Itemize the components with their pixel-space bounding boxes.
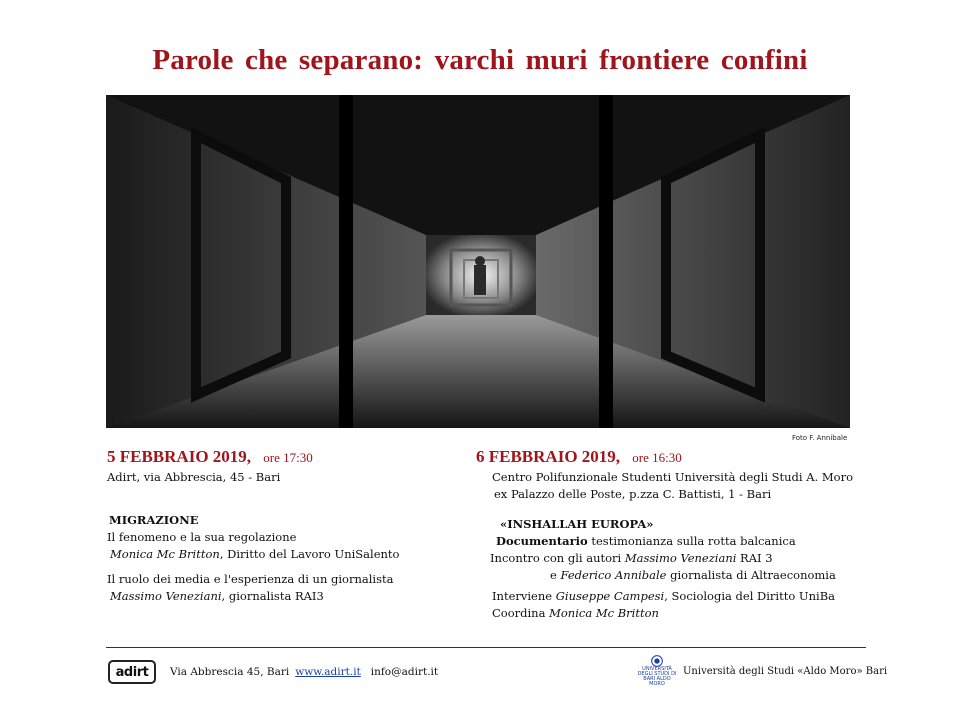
website-link[interactable]: www.adirt.it [295, 666, 361, 678]
photo-credit: Foto F. Annibale [792, 434, 848, 442]
event-2-time: ore 16:30 [632, 450, 682, 465]
event-1-time: ore 17:30 [263, 450, 313, 465]
authors-line-2: e Federico Annibale giornalista di Altraeconomia [550, 568, 836, 582]
topic-2-title: Il ruolo dei media e l'esperienza di un giornalista [107, 572, 394, 586]
footer-address: Via Abbrescia 45, Bari [170, 666, 290, 678]
authors-line: Incontro con gli autori Massimo Veneziani RAI 3 [490, 551, 773, 565]
event-1 [107, 446, 477, 605]
university-name: Università degli Studi «Aldo Moro» Bari [683, 665, 888, 677]
footer-email: info@adirt.it [370, 666, 439, 678]
event-2-date-line: 6 FEBBRAIO 2019, ore 16:30 [476, 447, 682, 466]
event-2-venue-line2: ex Palazzo delle Poste, p.zza C. Battisti, 1 - Bari [494, 487, 772, 501]
event-1-date: 5 FEBBRAIO 2019 [107, 447, 247, 466]
event-1-date-line: 5 FEBBRAIO 2019, ore 17:30 [107, 447, 313, 466]
footer-university [637, 655, 887, 687]
event-2-venue-line1: Centro Polifunzionale Studenti Università degli Studi A. Moro [492, 470, 853, 484]
documentary-line: Documentario testimonianza sulla rotta balcanica [496, 534, 796, 548]
event-2 [476, 446, 876, 622]
coordinator-line: Coordina Monica Mc Britton [492, 606, 659, 620]
topic-1-speaker: Monica Mc Britton, Diritto del Lavoro UniSalento [110, 547, 400, 561]
adirt-logo: adirt [108, 660, 156, 684]
speaker-line: Interviene Giuseppe Campesi, Sociologia del Diritto UniBa [492, 589, 836, 603]
topic-2-speaker: Massimo Veneziani, giornalista RAI3 [110, 589, 324, 603]
film-title: «INSHALLAH EUROPA» [500, 517, 654, 531]
topic-1-subtitle: Il fenomeno e la sua regolazione [107, 530, 297, 544]
corridor-photo [106, 95, 850, 428]
page-title: Parole che separano: varchi muri frontiere confini [152, 44, 808, 76]
university-logo [637, 655, 677, 687]
topic-1-title: MIGRAZIONE [109, 513, 199, 527]
footer-contacts [108, 660, 438, 684]
event-2-date: 6 FEBBRAIO 2019 [476, 447, 616, 466]
footer-divider [106, 647, 866, 648]
event-1-venue: Adirt, via Abbrescia, 45 - Bari [107, 470, 281, 484]
university-logo-text: UNIVERSITÀ DEGLI STUDI DI BARI ALDO MORO [637, 666, 677, 687]
